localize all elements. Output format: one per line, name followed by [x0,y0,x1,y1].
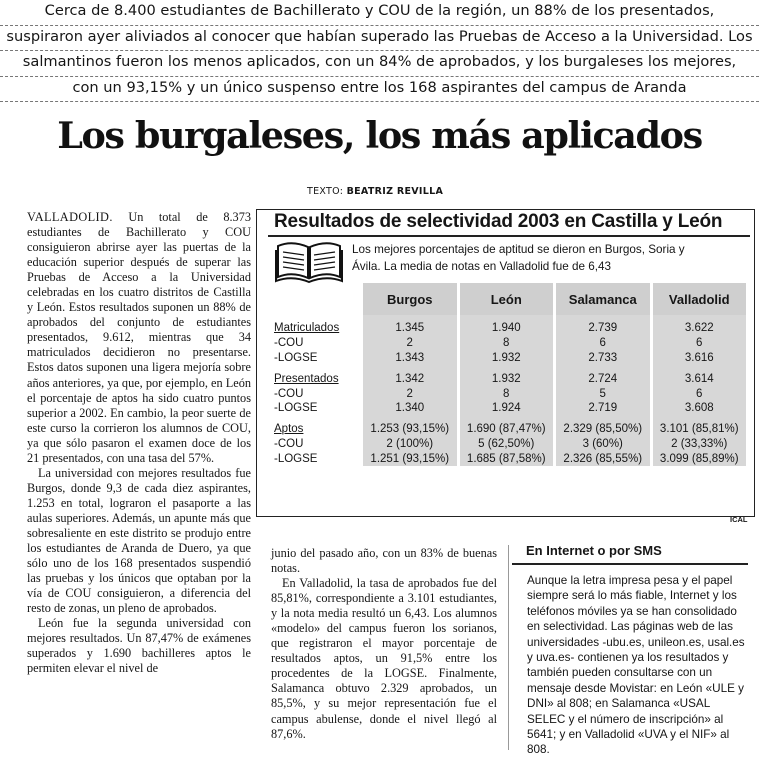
results-table [272,283,746,466]
headline: Los burgaleses, los más aplicados [57,114,702,157]
column-header: Valladolid [650,283,747,315]
byline-prefix: TEXTO: [307,186,347,197]
column-header: León [457,283,554,315]
row-label: -COU [274,387,304,400]
table-cell: 1.340 [360,401,457,416]
table-row [272,386,746,401]
table-cell: 3.622 [650,321,747,336]
lead-line: con un 93,15% y un único suspenso entre los 168 aspirantes del campus de Aranda [0,77,759,103]
lead-paragraph [0,0,759,102]
row-label: -LOGSE [274,452,318,465]
sidebar-title: En Internet o por SMS [526,543,662,558]
divider [268,235,750,237]
table-row [272,451,746,466]
row-label: -LOGSE [274,402,318,415]
table-cell: 5 (62,50%) [457,437,554,452]
table-cell: 8 [457,386,554,401]
paragraph: junio del pasado año, con un 83% de buenas notas. [271,546,497,576]
paragraph-text: Un total de 8.373 estudiantes de Bachillerato y COU consiguieron abrirse ayer las puertas de la educación superior después de superar las Pruebas de Acceso a la Universidad celebradas en los cuatro distritos de Castilla y León. Estos resultados suponen un 88% de aprobados del conjunto de estudiantes presentados, 9.612, mientras que 34 matriculados decidieron no presentarse. Estos datos suponen una ligera mejoría sobre años anteriores, ya que, por ejemplo, en León el porcentaje de aptos ha sido cuatro puntos superior a 2002. En cambio, la peor suerte de este curso la corrieron los alumnos de COU, ya que sólo pasaron el examen doce de los 21 presentados, con una tasa del 57%. [27,210,251,465]
paragraph: La universidad con mejores resultados fue Burgos, donde 9,3 de cada diez aspirantes, 1.253 en total, lograron el pasaporte a las aulas superiores. Además, un apunte más que sobresaliente en este distrito se produjo entre los estudiantes de Aranda de Duero, ya que sólo uno de los 168 presentados suspendió las pruebas y los únicos que optaban por la vía de COU consiguieron, a diferencia del resto de zonas, un pleno de aprobados. [27,465,251,616]
table-cell: 1.342 [360,371,457,386]
lead-line: Cerca de 8.400 estudiantes de Bachillerato y COU de la región, un 88% de los presentados, [0,0,759,26]
divider [512,563,748,565]
paragraph [27,210,251,466]
table-cell: 1.685 (87,58%) [457,451,554,466]
paragraph: En Valladolid, la tasa de aprobados fue del 85,81%, correspondiente a 3.101 estudiantes, y la nota media resultó un 6,43. Los alumnos «modelo» del campus fueron los sorianos, que registraron el mayor porcentaje de resultados aptos, un 91,5% entre los procedentes de la LOGSE. Finalmente, Salamanca obtuvo 2.329 aprobados, un 85,5%, y su mejor representación fue el campus abulense, donde el nivel llegó al 87,6%. [271,576,497,741]
table-cell: 2.739 [553,321,650,336]
table-cell: 2 (33,33%) [650,437,747,452]
table-cell: 3.099 (85,89%) [650,451,747,466]
results-table-body [272,315,746,466]
row-label: -LOGSE [274,351,318,364]
byline-author: BEATRIZ REVILLA [346,186,444,197]
table-cell: 2.724 [553,371,650,386]
row-label: Aptos [274,423,304,436]
lead-line: salmantinos fueron los menos aplicados, con un 84% de aprobados, y los burgaleses los mejores, [0,51,759,77]
table-cell: 2 [360,336,457,351]
table-cell: 3.101 (85,81%) [650,422,747,437]
table-row [272,401,746,416]
lead-line: suspiraron ayer aliviados al conocer que habían superado las Pruebas de Acceso a la Universidad. Los [0,26,759,52]
column-divider [508,545,509,750]
table-cell: 1.924 [457,401,554,416]
table-cell: 3.608 [650,401,747,416]
results-table-wrap [272,283,746,505]
table-row [272,422,746,437]
paragraph: León fue la segunda universidad con mejores resultados. Un 87,47% de exámenes superados y 1.690 bachilleres aptos le permiten elevar el nivel de [27,616,251,676]
table-cell: 1.253 (93,15%) [360,422,457,437]
table-cell: 1.932 [457,371,554,386]
table-cell: 6 [650,386,747,401]
row-label: Matriculados [274,322,340,335]
table-cell: 3 (60%) [553,437,650,452]
dateline: VALLADOLID. [27,210,113,224]
table-cell: 1.343 [360,351,457,366]
row-label: Presentados [274,372,339,385]
table-cell: 6 [650,336,747,351]
table-cell: 1.690 (87,47%) [457,422,554,437]
byline [307,186,443,197]
table-row [272,321,746,336]
table-cell: 2.326 (85,55%) [553,451,650,466]
table-cell: 6 [553,336,650,351]
table-cell: 1.932 [457,351,554,366]
table-row [272,437,746,452]
table-cell: 2 [360,386,457,401]
table-cell: 5 [553,386,650,401]
column-header: Salamanca [553,283,650,315]
article-column-2 [271,546,497,742]
table-cell: 3.616 [650,351,747,366]
credit: ICAL [730,515,748,524]
table-cell: 3.614 [650,371,747,386]
results-box-subtitle: Los mejores porcentajes de aptitud se dieron en Burgos, Soria y Ávila. La media de notas en Valladolid fue de 6,43 [352,243,685,273]
table-cell: 1.345 [360,321,457,336]
table-row [272,336,746,351]
sidebar-text: Aunque la letra impresa pesa y el papel siempre será lo más fiable, Internet y los teléfonos móviles ya se han consolidado en selectividad. Las páginas web de las universidades -ubu.es, unileon.es, usal.es y uva.es- contienen ya los resultados y también pueden consultarse con un mensaje desde Movistar: en León «ULE y DNI» al 808; en Salamanca «USAL SELEC y el número de inscripción» al 5641; y en Valladolid «UVA y el NIF» al 808. [527,574,745,757]
table-cell: 8 [457,336,554,351]
table-cell: 2 (100%) [360,437,457,452]
table-corner [272,283,360,315]
table-cell: 1.940 [457,321,554,336]
table-cell: 2.733 [553,351,650,366]
open-book-icon [274,238,344,284]
table-row [272,371,746,386]
table-cell: 1.251 (93,15%) [360,451,457,466]
row-label: -COU [274,337,304,350]
table-header-row [272,283,746,315]
results-box-title: Resultados de selectividad 2003 en Castilla y León [274,211,723,232]
article-column-1 [27,210,251,676]
row-label: -COU [274,437,304,450]
table-row [272,351,746,366]
table-cell: 2.329 (85,50%) [553,422,650,437]
column-header: Burgos [360,283,457,315]
table-cell: 2.719 [553,401,650,416]
